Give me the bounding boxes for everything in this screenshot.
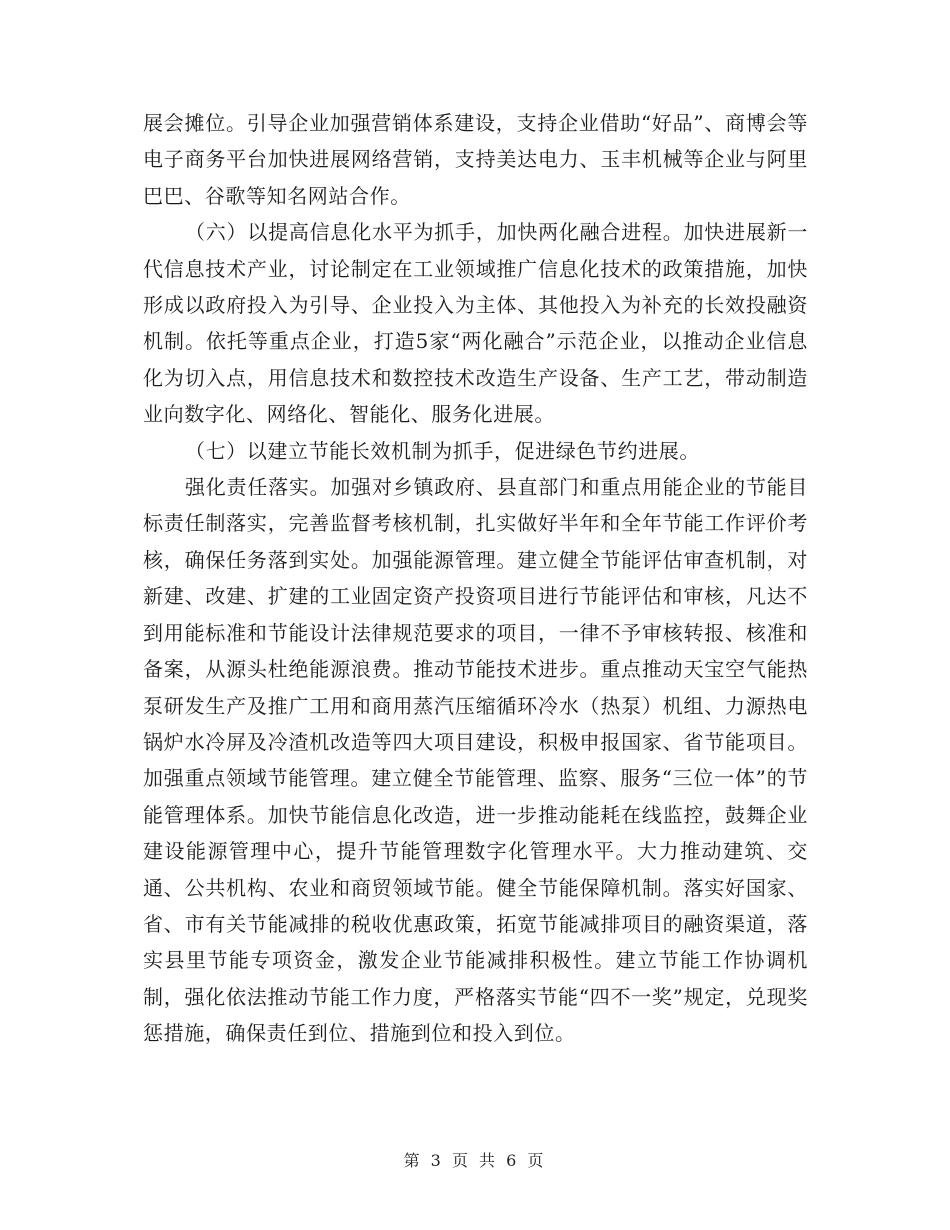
paragraph-2: （六）以提高信息化水平为抓手，加快两化融合进程。加快进展新一代信息技术产业，讨论制定在工业领域推广信息化技术的政策措施，加快形成以政府投入为引导、企业投入为主体、其他投入为补充的长效投融资机制。依托等重点企业，打造5家“两化融合”示范企业，以推动企业信息化为切入点，用信息技术和数控技术改造生产设备、生产工艺，带动制造业向数字化、网络化、智能化、服务化进展。 (143, 220, 808, 427)
document-body (143, 105, 808, 1052)
paragraph-4: 强化责任落实。加强对乡镇政府、县直部门和重点用能企业的节能目标责任制落实，完善监督考核机制，扎实做好半年和全年节能工作评价考核，确保任务落到实处。加强能源管理。建立健全节能评估审查机制，对新建、改建、扩建的工业固定资产投资项目进行节能评估和审核，凡达不到用能标准和节能设计法律规范要求的项目，一律不予审核转报、核准和备案，从源头杜绝能源浪费。推动节能技术进步。重点推动天宝空气能热泵研发生产及推广工用和商用蒸汽压缩循环冷水（热泵）机组、力源热电锅炉水冷屏及冷渣机改造等四大项目建设，积极申报国家、省节能项目。加强重点领域节能管理。建立健全节能管理、监察、服务“三位一体”的节能管理体系。加快节能信息化改造，进一步推动能耗在线监控，鼓舞企业建设能源管理中心，提升节能管理数字化管理水平。大力推动建筑、交通、公共机构、农业和商贸领域节能。健全节能保障机制。落实好国家、省、市有关节能减排的税收优惠政策，拓宽节能减排项目的融资渠道，落实县里节能专项资金，激发企业节能减排积极性。建立节能工作协调机制，强化依法推动节能工作力度，严格落实节能“四不一奖”规定，兑现奖惩措施，确保责任到位、措施到位和投入到位。 (143, 475, 808, 1046)
paragraph-3: （七）以建立节能长效机制为抓手，促进绿色节约进展。 (185, 438, 700, 463)
paragraph-1: 展会摊位。引导企业加强营销体系建设，支持企业借助“好品”、商博会等电子商务平台加快进展网络营销，支持美达电力、玉丰机械等企业与阿里巴巴、谷歌等知名网站合作。 (143, 111, 808, 208)
page-footer: 第 3 页 共 6 页 (403, 1151, 547, 1170)
